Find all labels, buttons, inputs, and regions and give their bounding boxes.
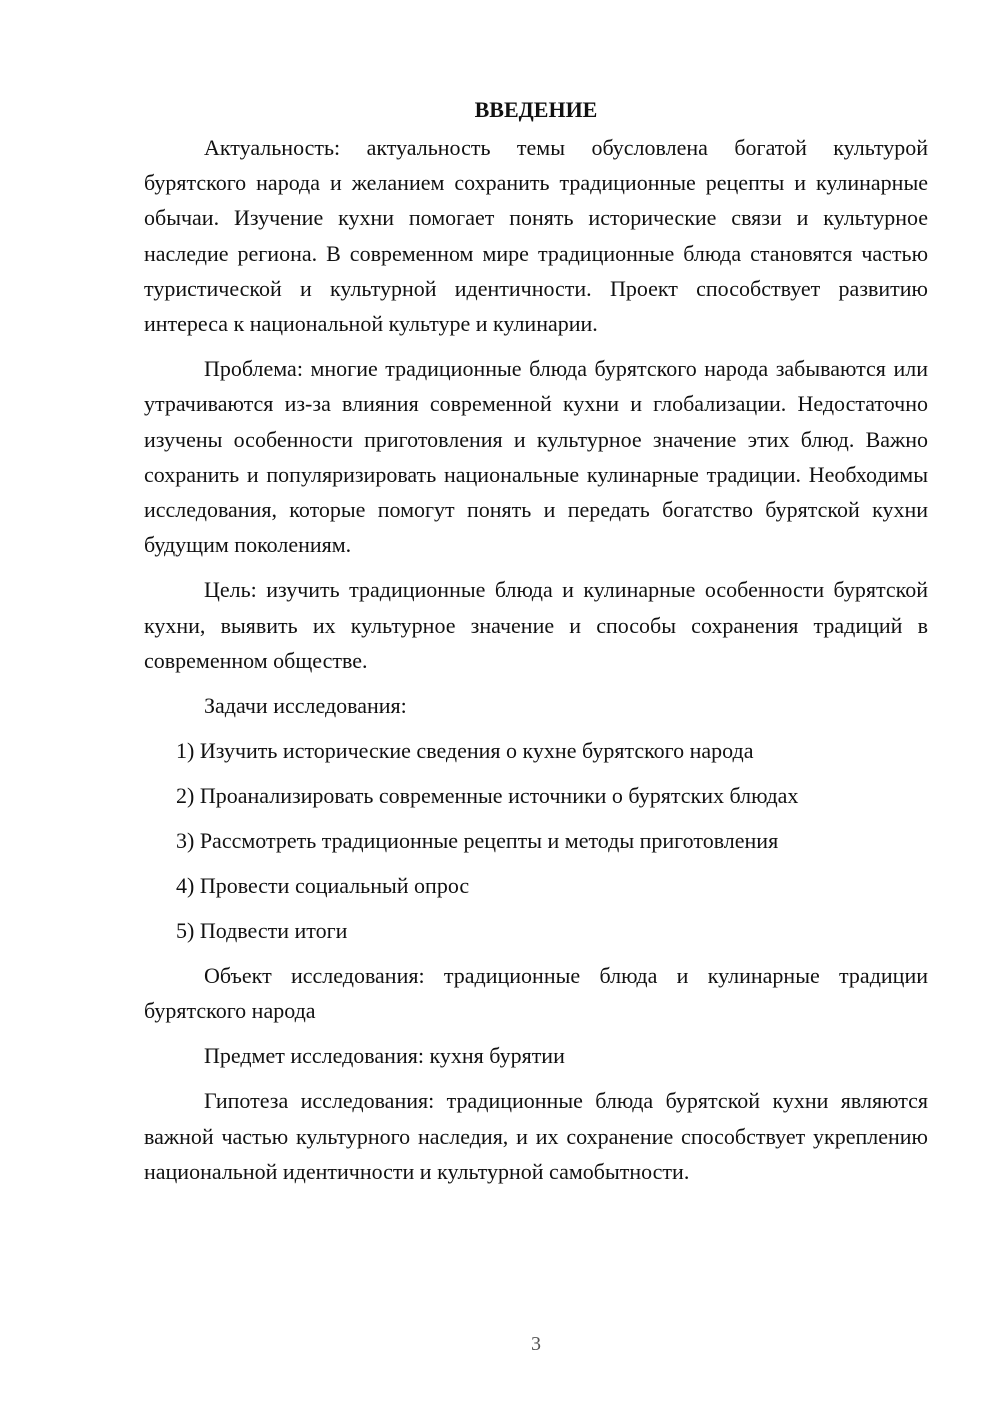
page-number: 3 bbox=[531, 1333, 541, 1355]
task-item: 1) Изучить исторические сведения о кухне бурятского народа bbox=[176, 738, 754, 764]
problem-paragraph: Проблема: многие традиционные блюда бурятского народа забываются или утрачиваются из-за влияния современной кухни и глобализации. Недостаточно изучены особенности приготовления и культурное значение этих блюд. Важно сохранить и популяризировать национальные кулинарные традиции. Необходимы исследования, которые помогут понять и передать богатство бурятской кухни будущим поколениям. bbox=[144, 356, 928, 558]
task-item: 3) Рассмотреть традиционные рецепты и методы приготовления bbox=[176, 828, 779, 854]
hypothesis-paragraph: Гипотеза исследования: традиционные блюда бурятской кухни являются важной частью культурного наследия, и их сохранение способствует укреплению национальной идентичности и культурной самобытности. bbox=[144, 1088, 928, 1184]
goal-paragraph: Цель: изучить традиционные блюда и кулинарные особенности бурятской кухни, выявить их культурное значение и способы сохранения традиций в современном обществе. bbox=[144, 577, 928, 673]
task-item: 2) Проанализировать современные источники о бурятских блюдах bbox=[176, 783, 799, 809]
task-item: 5) Подвести итоги bbox=[176, 918, 348, 944]
object-paragraph: Объект исследования: традиционные блюда и кулинарные традиции бурятского народа bbox=[144, 963, 928, 1024]
document-page bbox=[144, 92, 928, 1199]
subject-paragraph: Предмет исследования: кухня бурятии bbox=[204, 1043, 565, 1069]
tasks-title: Задачи исследования: bbox=[204, 693, 407, 719]
task-item: 4) Провести социальный опрос bbox=[176, 873, 470, 899]
section-heading: ВВЕДЕНИЕ bbox=[474, 97, 598, 122]
tasks-list bbox=[144, 733, 928, 948]
relevance-paragraph: Актуальность: актуальность темы обусловлена богатой культурой бурятского народа и желанием сохранить традиционные рецепты и кулинарные обычаи. Изучение кухни помогает понять исторические связи и культурное наследие региона. В современном мире традиционные блюда становятся частью туристической и культурной идентичности. Проект способствует развитию интереса к национальной культуре и кулинарии. bbox=[144, 135, 928, 337]
